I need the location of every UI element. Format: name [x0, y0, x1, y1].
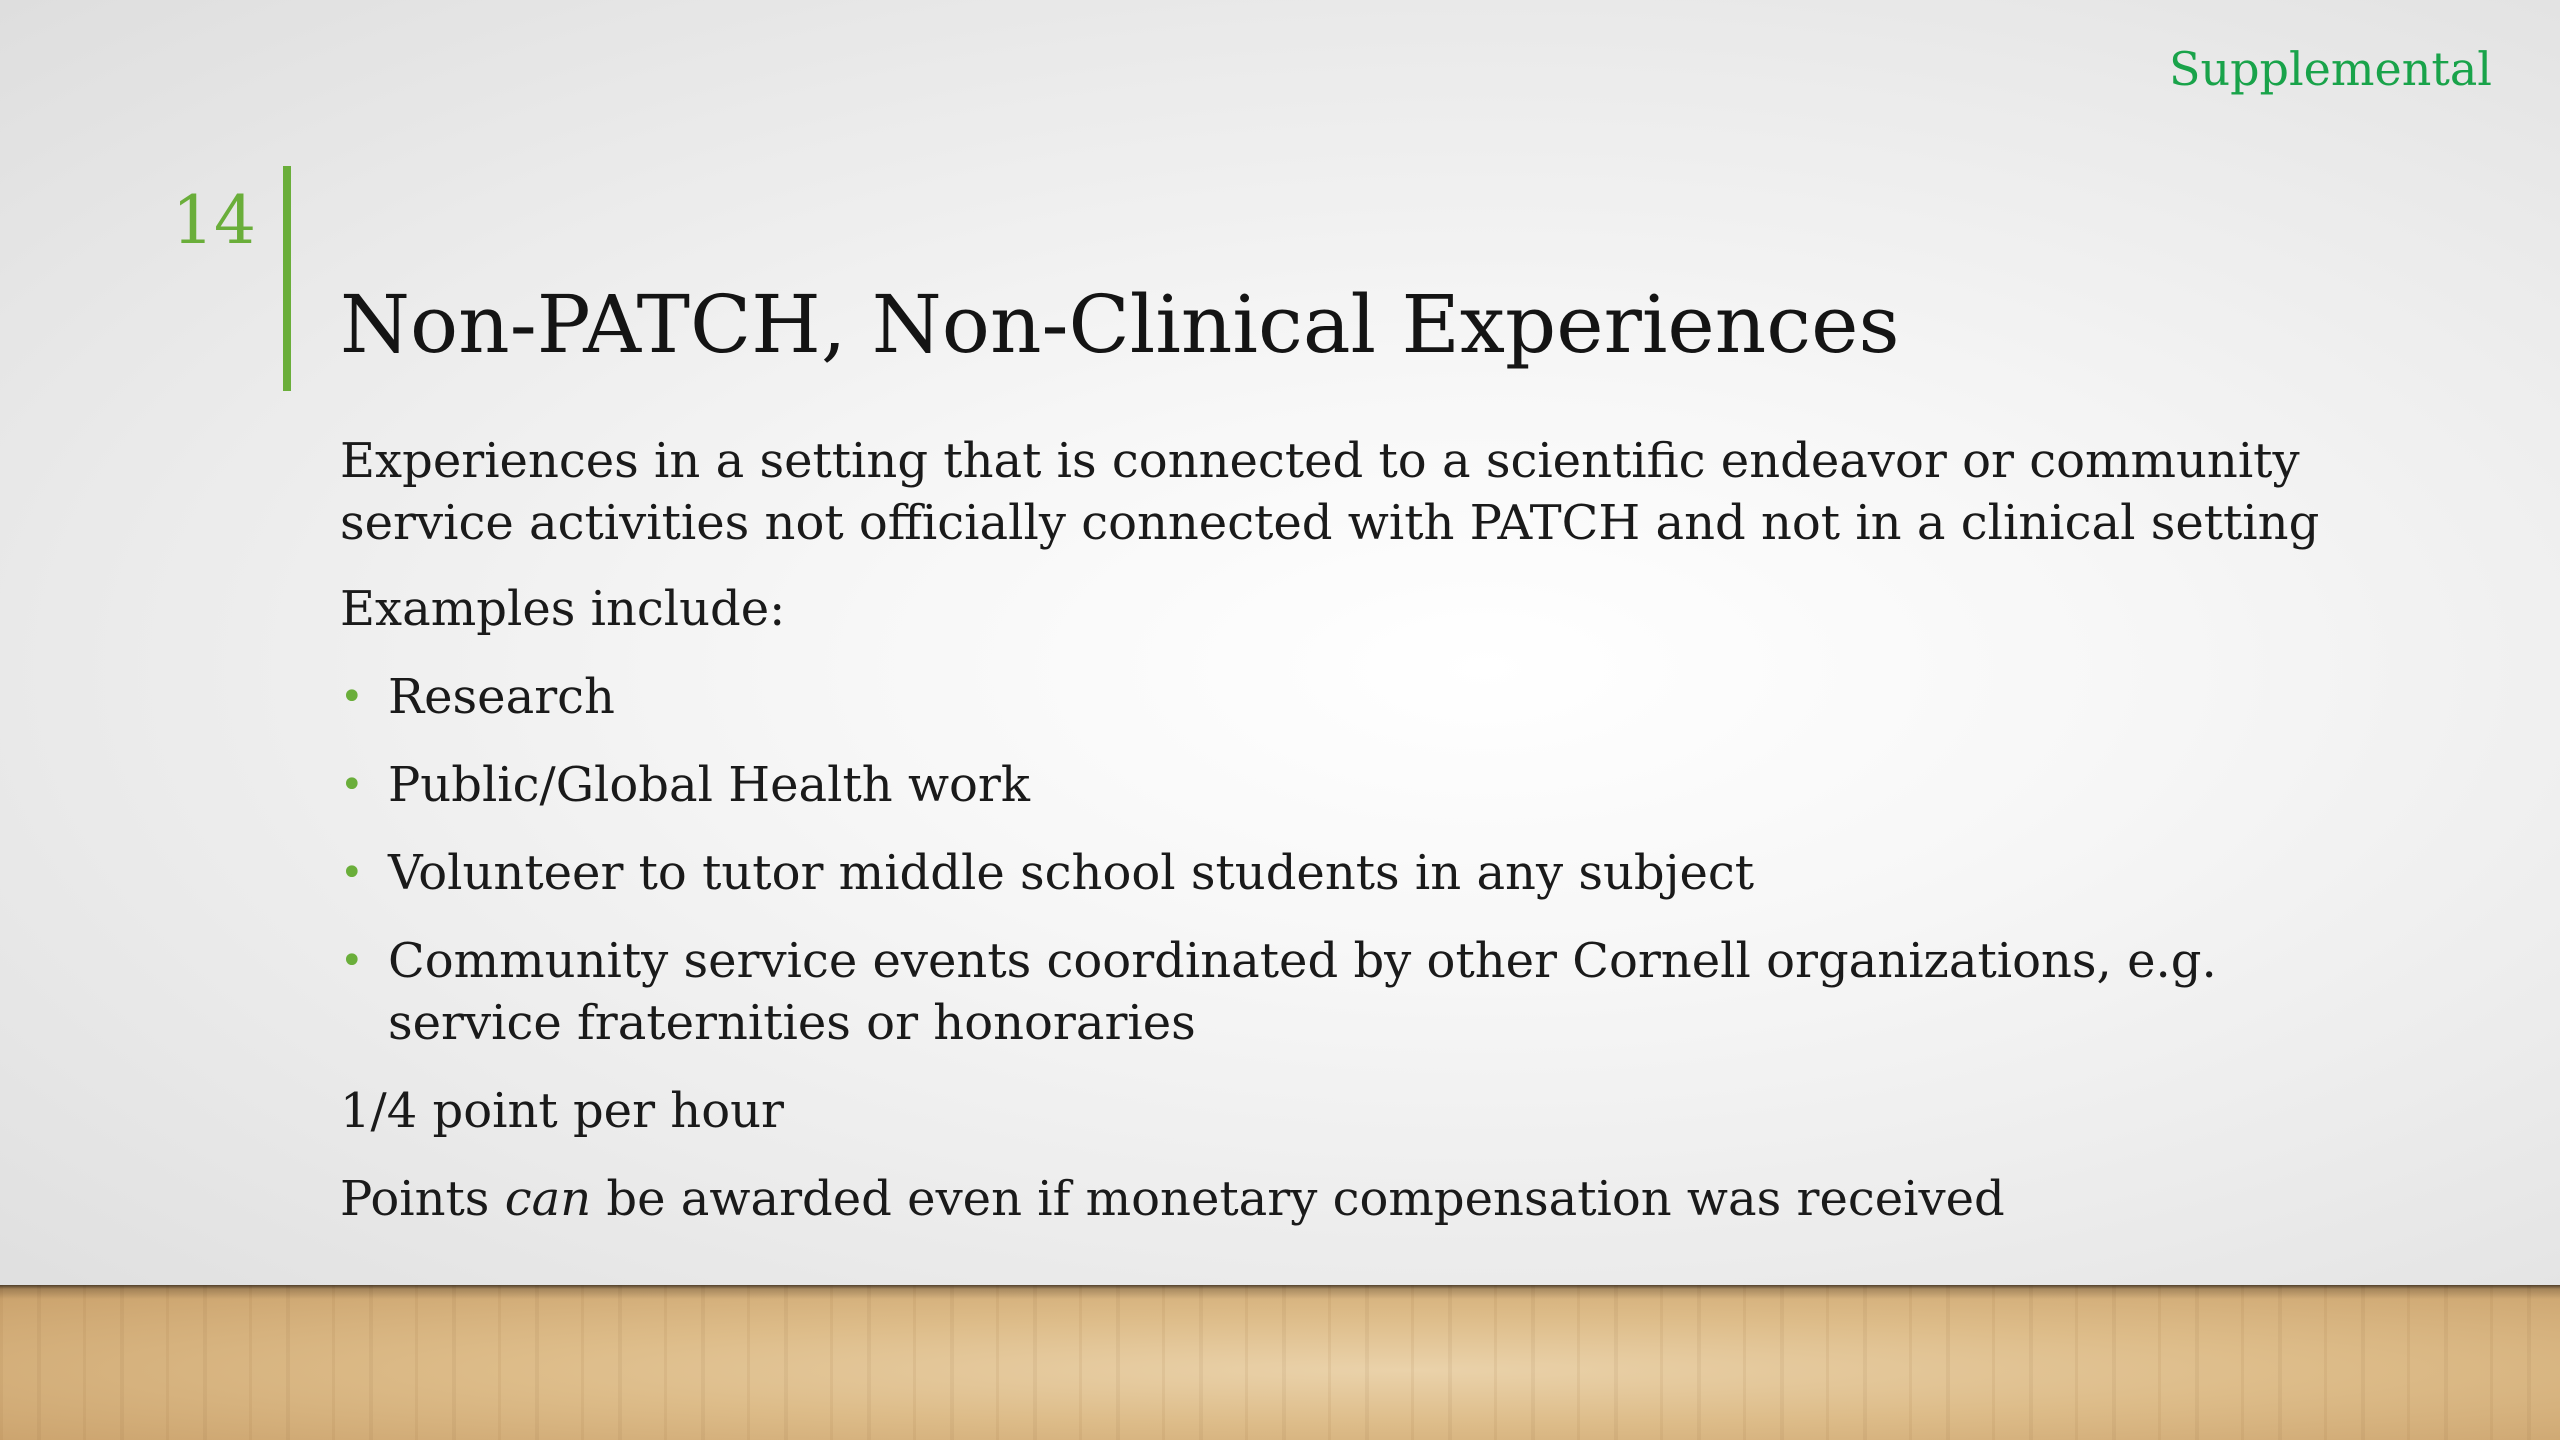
note-text-after: be awarded even if monetary compensation was received — [591, 1171, 2005, 1227]
points-rate: 1/4 point per hour — [340, 1083, 784, 1139]
wood-floor-background — [0, 1285, 2560, 1440]
slide-bottom-shadow — [0, 1285, 2560, 1299]
intro-paragraph: Experiences in a setting that is connected to a scientific endeavor or community service activities not officially connected with PATCH and not in a clinical setting — [340, 433, 2320, 551]
bullet-dot-icon: • — [340, 762, 364, 808]
list-item — [340, 842, 2320, 904]
note-emphasis: can — [504, 1171, 592, 1227]
list-item — [340, 754, 2320, 816]
list-item-text: Community service events coordinated by other Cornell organizations, e.g. service fraternities or honoraries — [388, 933, 2217, 1051]
list-item-text: Volunteer to tutor middle school students in any subject — [388, 845, 1755, 901]
supplemental-label: Supplemental — [2168, 42, 2492, 96]
list-item-text: Research — [388, 669, 615, 725]
list-item — [340, 666, 2320, 728]
slide-number: 14 — [172, 182, 256, 259]
bullet-dot-icon: • — [340, 674, 364, 720]
note-text-before: Points — [340, 1171, 505, 1227]
examples-label: Examples include: — [340, 581, 786, 637]
examples-list — [340, 666, 2320, 1054]
slide-content — [340, 430, 2320, 1230]
compensation-note — [340, 1168, 2320, 1230]
bullet-dot-icon: • — [340, 850, 364, 896]
title-accent-bar — [283, 166, 291, 391]
list-item — [340, 930, 2320, 1054]
bullet-dot-icon: • — [340, 938, 364, 984]
slide-title: Non-PATCH, Non-Clinical Experiences — [340, 278, 1900, 371]
list-item-text: Public/Global Health work — [388, 757, 1030, 813]
